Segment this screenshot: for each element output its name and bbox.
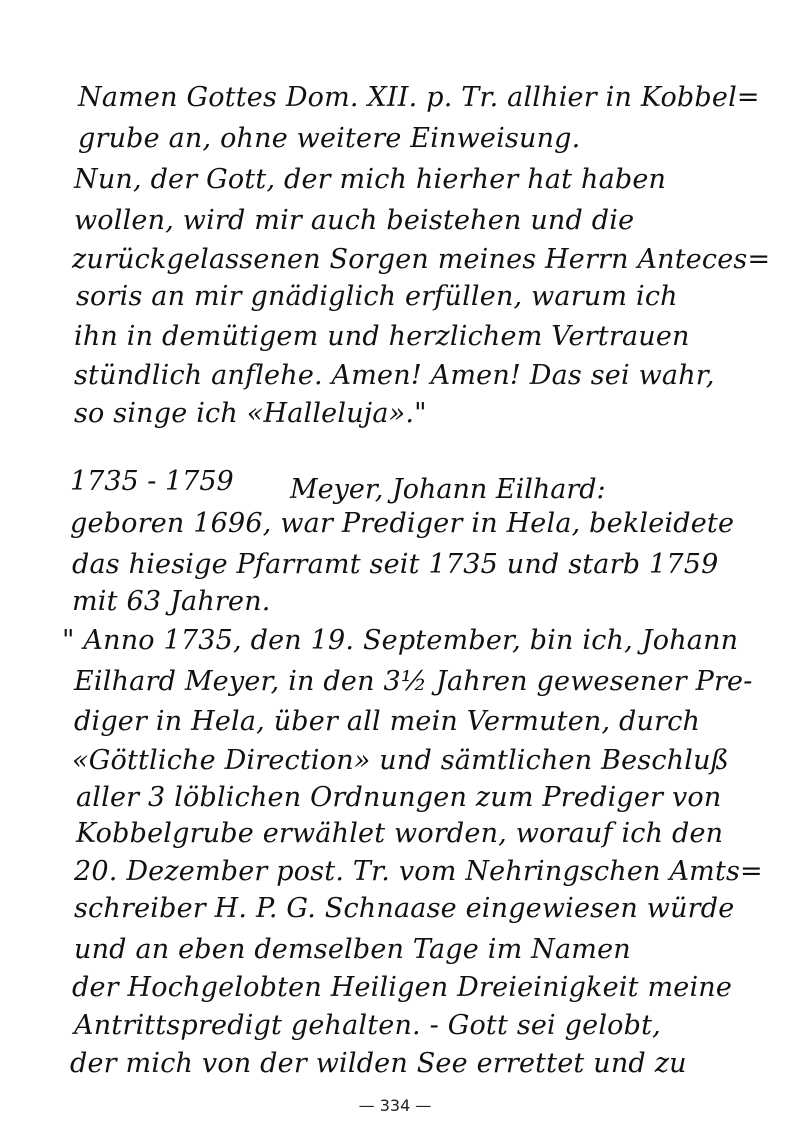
text-line-3: Nun, der Gott, der mich hierher hat haben xyxy=(74,164,667,195)
text-line-19: 20. Dezember post. Tr. vom Nehringschen Amts= xyxy=(74,856,763,887)
text-line-20: schreiber H. P. G. Schnaase eingewiesen würde xyxy=(74,893,735,924)
text-line-16: «Göttliche Direction» und sämtlichen Beschluß xyxy=(72,745,729,776)
text-line-7: ihn in demütigem und herzlichem Vertrauen xyxy=(74,321,690,352)
entry-years: 1735 - 1759 xyxy=(70,466,234,497)
text-line-6: soris an mir gnädiglich erfüllen, warum ich xyxy=(76,281,678,312)
text-line-8: stündlich anflehe. Amen! Amen! Das sei wahr, xyxy=(74,360,715,391)
text-line-14: Eilhard Meyer, in den 3½ Jahren gewesener Pre- xyxy=(74,666,753,697)
text-line-22: der Hochgelobten Heiligen Dreieinigkeit meine xyxy=(72,972,733,1003)
text-line-11: das hiesige Pfarramt seit 1735 und starb 1759 xyxy=(72,549,719,580)
page-number: — 334 — xyxy=(358,1096,432,1115)
text-line-12: mit 63 Jahren. xyxy=(72,586,271,617)
text-line-15: diger in Hela, über all mein Vermuten, durch xyxy=(74,706,701,737)
text-line-5: zurückgelassenen Sorgen meines Herrn Anteces= xyxy=(72,244,771,275)
text-line-21: und an eben demselben Tage im Namen xyxy=(74,934,631,965)
text-line-9: so singe ich «Halleluja»." xyxy=(74,398,427,429)
text-line-2: grube an, ohne weitere Einweisung. xyxy=(78,123,581,154)
text-line-18: Kobbelgrube erwählet worden, worauf ich den xyxy=(76,818,724,849)
entry-name: Meyer, Johann Eilhard: xyxy=(290,474,606,505)
text-line-1: Namen Gottes Dom. XII. p. Tr. allhier in Kobbel= xyxy=(78,82,760,113)
text-line-24: der mich von der wilden See errettet und zu xyxy=(70,1048,687,1079)
text-line-4: wollen, wird mir auch beistehen und die xyxy=(74,205,635,236)
text-line-17: aller 3 löblichen Ordnungen zum Prediger von xyxy=(76,782,722,813)
text-line-10: geboren 1696, war Prediger in Hela, bekleidete xyxy=(70,508,735,539)
text-line-13: " Anno 1735, den 19. September, bin ich, Johann xyxy=(62,625,739,656)
text-line-23: Antrittspredigt gehalten. - Gott sei gelobt, xyxy=(74,1010,661,1041)
